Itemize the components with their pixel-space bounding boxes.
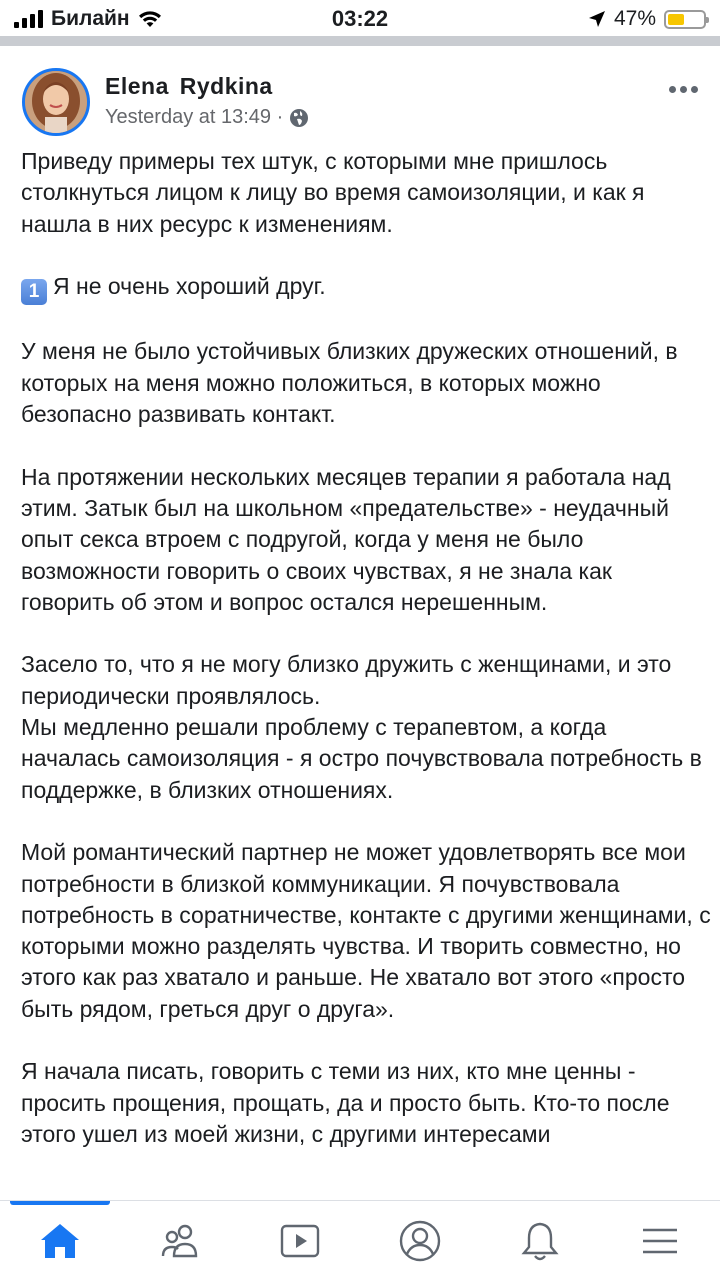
- post-paragraph: У меня не было устойчивых близких дружеских отношений, в которых на меня можно положиться, в которых можно безопасно развивать контакт.: [21, 338, 678, 428]
- post-paragraph-text: Я не очень хороший друг.: [53, 273, 326, 300]
- notifications-icon: [517, 1218, 563, 1264]
- dot-icon: [680, 86, 687, 93]
- post-paragraph: Мой романтический партнер не может удовлетворять все мои потребности в близкой коммуникации. Я почувствовала потребность в соратничестве, контакте с другими женщинами, с которыми можно разделять чувства. И творить совместно, но этого как раз хватало и раньше. Не хватало вот этого «просто быть рядом, греться друг о друга».: [21, 839, 711, 1022]
- friends-icon: [157, 1218, 203, 1264]
- post-paragraph: Приведу примеры тех штук, с которыми мне пришлось столкнуться лицом к лицу во время самоизоляции, и как я нашла в них ресурс к изменениям.: [21, 148, 645, 237]
- dot-icon: [691, 86, 698, 93]
- battery-icon: [664, 10, 706, 29]
- status-bar: [0, 0, 720, 36]
- location-arrow-icon: [588, 10, 606, 28]
- tab-profile[interactable]: [360, 1201, 480, 1281]
- tab-notifications[interactable]: [480, 1201, 600, 1281]
- post-text: [21, 146, 711, 1150]
- keycap-one-emoji: 1: [21, 279, 47, 305]
- clock: 03:22: [331, 6, 389, 31]
- battery-percent: 47%: [613, 7, 656, 30]
- globe-icon: [289, 108, 309, 128]
- watch-icon: [277, 1218, 323, 1264]
- post-timestamp[interactable]: Yesterday at 13:49 ·: [105, 106, 284, 128]
- more-options-button[interactable]: [669, 86, 698, 93]
- post-paragraph: Я начала писать, говорить с теми из них, кто мне ценны - просить прощения, прощать, да и просто быть. Кто-то после этого ушел из моей жизни, с другими интересами: [21, 1058, 670, 1147]
- bottom-tab-bar: [0, 1200, 720, 1281]
- profile-icon: [397, 1218, 443, 1264]
- post-paragraph: [21, 649, 711, 805]
- tab-friends[interactable]: [120, 1201, 240, 1281]
- status-right: [588, 7, 706, 31]
- post-line: Засело то, что я не могу близко дружить с женщинами, и это периодически проявлялось.: [21, 651, 672, 709]
- avatar[interactable]: [22, 68, 90, 136]
- battery-fill: [668, 14, 684, 25]
- tab-watch[interactable]: [240, 1201, 360, 1281]
- tab-home[interactable]: [0, 1201, 120, 1281]
- avatar-photo: [25, 71, 87, 133]
- author-name[interactable]: Elena Rydkina: [105, 73, 273, 99]
- post-line: Мы медленно решали проблему с терапевтом, а когда началась самоизоляция - я остро почувствовала потребность в поддержке, в близких отношениях.: [21, 714, 702, 803]
- post-paragraph: На протяжении нескольких месяцев терапии я работала над этим. Затык был на школьном «предательстве» - неудачный опыт секса втроем с подругой, когда у меня не было возможности говорить о своих чувствах, я не знала как говорить об этом и вопрос остался нерешенным.: [21, 463, 671, 615]
- dot-icon: [669, 86, 676, 93]
- menu-icon: [637, 1218, 683, 1264]
- post-paragraph: [21, 271, 711, 305]
- home-icon: [37, 1218, 83, 1264]
- post-meta: [105, 106, 309, 129]
- tab-menu[interactable]: [600, 1201, 720, 1281]
- feed-separator: [0, 36, 720, 46]
- carrier-name: Билайн: [51, 7, 130, 30]
